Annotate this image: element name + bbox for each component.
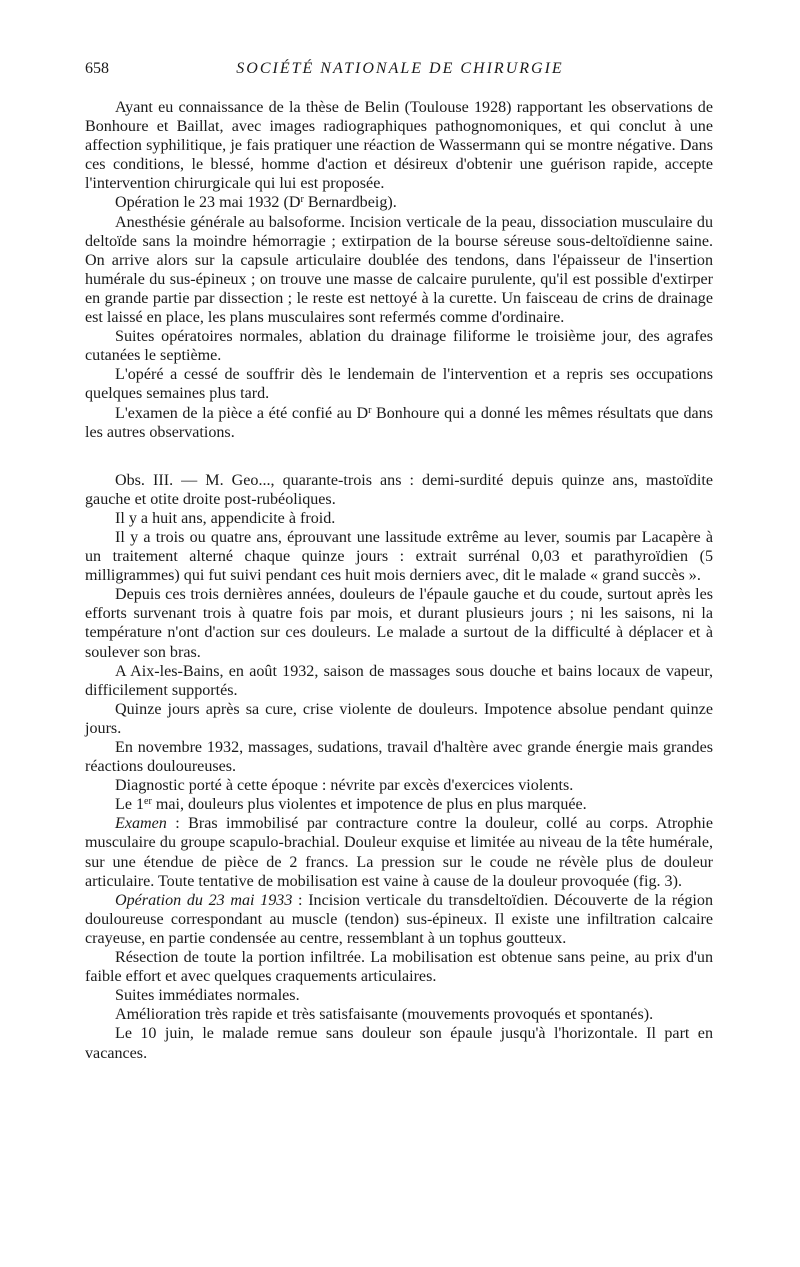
paragraph: Ayant eu connaissance de la thèse de Belin (Toulouse 1928) rapportant les observations de Bonhoure et Baillat, avec images radiographiques pathognomoniques, et qui conclut à une affection syphilitique, je fais pratiquer une réaction de Wassermann qui se montre négative. Dans ces conditions, le blessé, homme d'action et désireux d'obtenir une guérison rapide, accepte l'intervention chirurgicale qui lui est proposée. — [85, 99, 713, 193]
paragraph: Depuis ces trois dernières années, douleurs de l'épaule gauche et du coude, surtout après les efforts survenant trois à quatre fois par mois, et durant plusieurs jours ; ni les saisons, ni la température n'ont d'action sur ces douleurs. Le malade a surtout de la difficulté à déplacer et à soulever son bras. — [85, 586, 713, 661]
page-header — [85, 60, 715, 84]
observation-intro: — M. Geo..., quarante-trois ans : demi-surdité depuis quinze ans, mastoïdite gauche et otite droite post-rubéoliques. — [85, 471, 713, 508]
paragraph: Le 10 juin, le malade remue sans douleur son épaule jusqu'à l'horizontale. Il part en vacances. — [85, 1025, 713, 1062]
text-segment: Bonhoure qui a donné les mêmes résultats que dans les autres observations. — [85, 404, 713, 441]
observation-heading — [85, 471, 713, 509]
paragraph: Suites immédiates normales. — [115, 987, 300, 1005]
text-segment: L'examen de la pièce a été confié au D — [115, 404, 369, 422]
operation-text: : Incision verticale du transdeltoïdien. Découverte de la région douloureuse correspondant au muscle (tendon) sus-épineux. Il existe une infiltration calcaire crayeuse, en partie condensée au centre, ressemblant à un tophus goutteux. — [85, 891, 713, 947]
paragraph: En novembre 1932, massages, sudations, travail d'haltère avec grande énergie mais grandes réactions douloureuses. — [85, 739, 713, 776]
superscript: er — [144, 796, 152, 808]
text-segment: mai, douleurs plus violentes et impotence de plus en plus marquée. — [151, 796, 587, 814]
paragraph: Amélioration très rapide et très satisfaisante (mouvements provoqués et spontanés). — [115, 1006, 654, 1024]
paragraph-may — [85, 795, 713, 814]
superscript: r — [368, 404, 372, 416]
paragraph-examen — [85, 814, 713, 890]
running-title: SOCIÉTÉ NATIONALE DE CHIRURGIE — [236, 60, 564, 77]
observation-label: Obs. III. — [115, 471, 174, 489]
article-body — [85, 98, 713, 1063]
paragraph-exam — [85, 404, 713, 442]
paragraph: Anesthésie générale au balsoforme. Incision verticale de la peau, dissociation musculaire du deltoïde sans la moindre hémorragie ; extirpation de la bourse séreuse sous-deltoïdienne saine. On arrive alors sur la capsule articulaire doublée des tendons, dans l'épaisseur de l'insertion humérale du sus-épineux ; on trouve une masse de calcaire purulente, qu'il est possible d'extirper en grande partie par dissection ; le reste est nettoyé à la curette. Un faisceau de crins de drainage est laissé en place, les plans musculaires sont refermés comme d'ordinaire. — [85, 213, 713, 327]
text-segment: Bernardbeig). — [303, 194, 397, 212]
text-segment: Le 1 — [115, 796, 145, 814]
page-number: 658 — [85, 60, 109, 77]
examen-label: Examen — [115, 815, 167, 833]
paragraph: Quinze jours après sa cure, crise violente de douleurs. Impotence absolue pendant quinze jours. — [85, 700, 713, 737]
paragraph: Résection de toute la portion infiltrée. La mobilisation est obtenue sans peine, au prix d'un faible effort et avec quelques craquements articulaires. — [85, 949, 713, 986]
text-segment: Opération le 23 mai 1932 (D — [115, 194, 301, 212]
paragraph: A Aix-les-Bains, en août 1932, saison de massages sous douche et bains locaux de vapeur, difficilement supportés. — [85, 662, 713, 699]
paragraph: Il y a huit ans, appendicite à froid. — [115, 509, 336, 527]
section-gap — [85, 442, 713, 471]
paragraph-operation-date — [85, 193, 713, 212]
paragraph: L'opéré a cessé de souffrir dès le lendemain de l'intervention et a repris ses occupations quelques semaines plus tard. — [85, 366, 713, 403]
operation-label: Opération du 23 mai 1933 — [115, 891, 293, 909]
superscript: r — [300, 194, 304, 206]
paragraph: Il y a trois ou quatre ans, éprouvant une lassitude extrême au lever, soumis par Lacapère à un traitement alterné chaque quinze jours : extrait surrénal 0,03 et parathyroïdien (5 milligrammes) qui fut suivi pendant ces huit mois derniers avec, dit le malade « grand succès ». — [85, 528, 713, 585]
paragraph: Diagnostic porté à cette époque : névrite par excès d'exercices violents. — [115, 777, 574, 795]
paragraph-operation — [85, 891, 713, 948]
paragraph: Suites opératoires normales, ablation du drainage filiforme le troisième jour, des agrafes cutanées le septième. — [85, 328, 713, 365]
examen-text: : Bras immobilisé par contracture contre la douleur, collé au corps. Atrophie musculaire du groupe scapulo-brachial. Douleur exquise et limitée au niveau de la tête humérale, sur une étendue de pièce de 2 francs. La pression sur le coude ne révèle plus de douleur articulaire. Toute tentative de mobilisation est vaine à cause de la douleur provoquée (fig. 3). — [85, 815, 713, 890]
